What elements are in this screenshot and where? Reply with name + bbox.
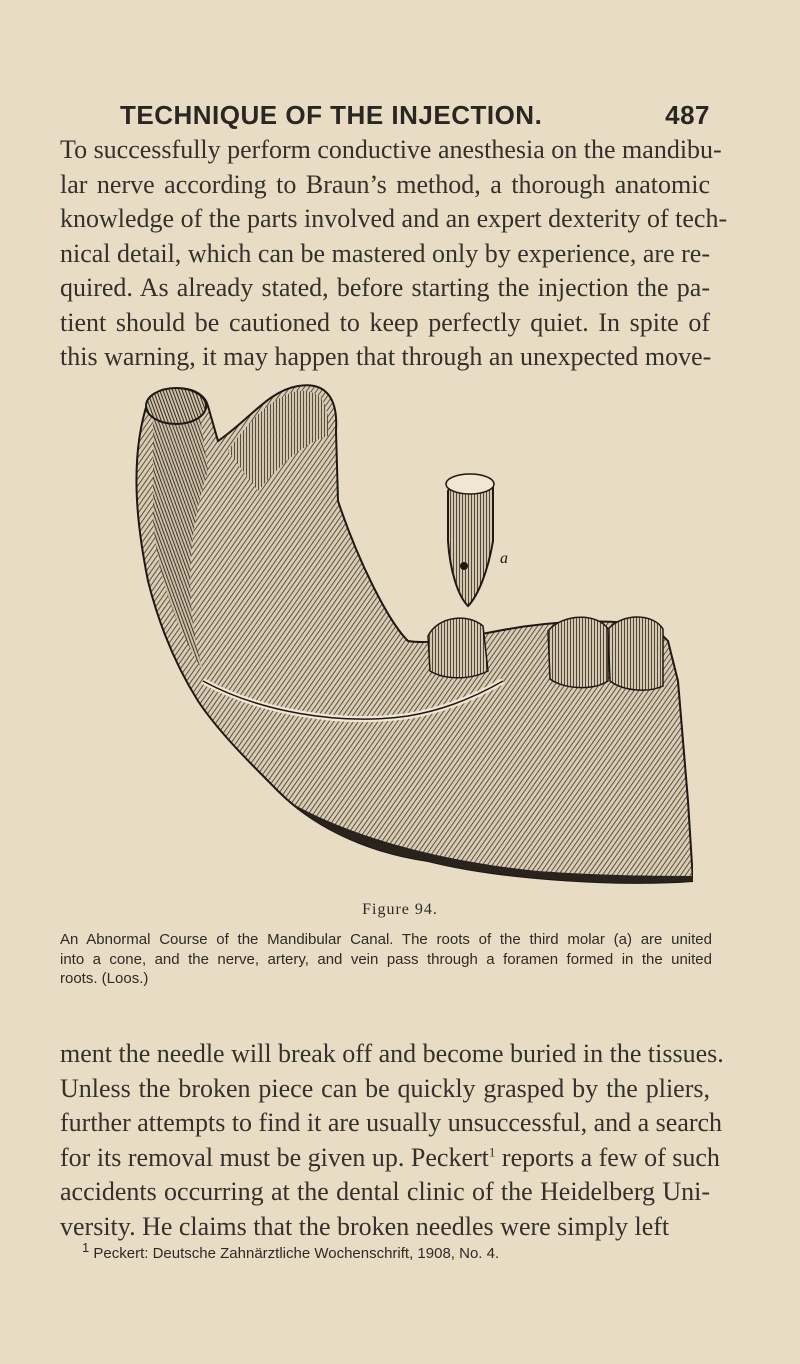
- footnote-marker: 1: [82, 1240, 90, 1255]
- footnote-text: Peckert: Deutsche Zahnärztliche Wochenschrift, 1908, No. 4.: [89, 1245, 500, 1262]
- text-line: nical detail, which can be mastered only by experience, are re-: [60, 238, 710, 268]
- paragraph-top: [60, 133, 728, 375]
- page-number: 487: [665, 100, 710, 130]
- text-line: ment the needle will break off and become buried in the tissues.: [60, 1039, 724, 1068]
- text-line: lar nerve according to Braun’s method, a thorough anatomic: [60, 169, 710, 199]
- running-title: TECHNIQUE OF THE INJECTION.: [120, 100, 543, 130]
- paragraph-bottom: [60, 1037, 724, 1244]
- figure-caption: [60, 930, 712, 989]
- text-line: quired. As already stated, before starting the injection the pa-: [60, 273, 710, 302]
- text-line: [60, 1141, 720, 1176]
- text-line: tient should be cautioned to keep perfectly quiet. In spite of: [60, 307, 710, 337]
- running-header: [120, 100, 710, 131]
- figure-title: Figure 94.: [362, 901, 438, 918]
- condyle: [146, 388, 206, 424]
- text-segment: reports a few of such: [495, 1142, 720, 1172]
- footnote: [82, 1240, 722, 1262]
- text-line: versity. He claims that the broken needles were simply left: [60, 1211, 670, 1241]
- text-line: further attempts to find it are usually unsuccessful, and a search: [60, 1108, 723, 1137]
- mandible-illustration: [108, 381, 693, 886]
- text-line: knowledge of the parts involved and an expert dexterity of tech-: [60, 204, 728, 233]
- footnote-reference: 1: [488, 1143, 496, 1159]
- mandible-engraving: [108, 381, 693, 886]
- text-line: accidents occurring at the dental clinic of the Heidelberg Uni-: [60, 1177, 710, 1206]
- text-segment: for its removal must be given up. Peckert: [60, 1142, 489, 1172]
- figure-label-a: a: [500, 550, 508, 567]
- third-molar-detached: [446, 474, 494, 606]
- text-line: Unless the broken piece can be quickly grasped by the pliers,: [60, 1073, 710, 1103]
- caption-line: into a cone, and the nerve, artery, and vein pass through a foramen formed in the united: [60, 950, 712, 968]
- text-line: To successfully perform conductive anesthesia on the mandibu-: [60, 135, 722, 164]
- caption-line: roots. (Loos.): [60, 970, 149, 987]
- caption-line: An Abnormal Course of the Mandibular Canal. The roots of the third molar (a) are united: [60, 931, 712, 948]
- text-line: this warning, it may happen that through an unexpected move-: [60, 342, 712, 371]
